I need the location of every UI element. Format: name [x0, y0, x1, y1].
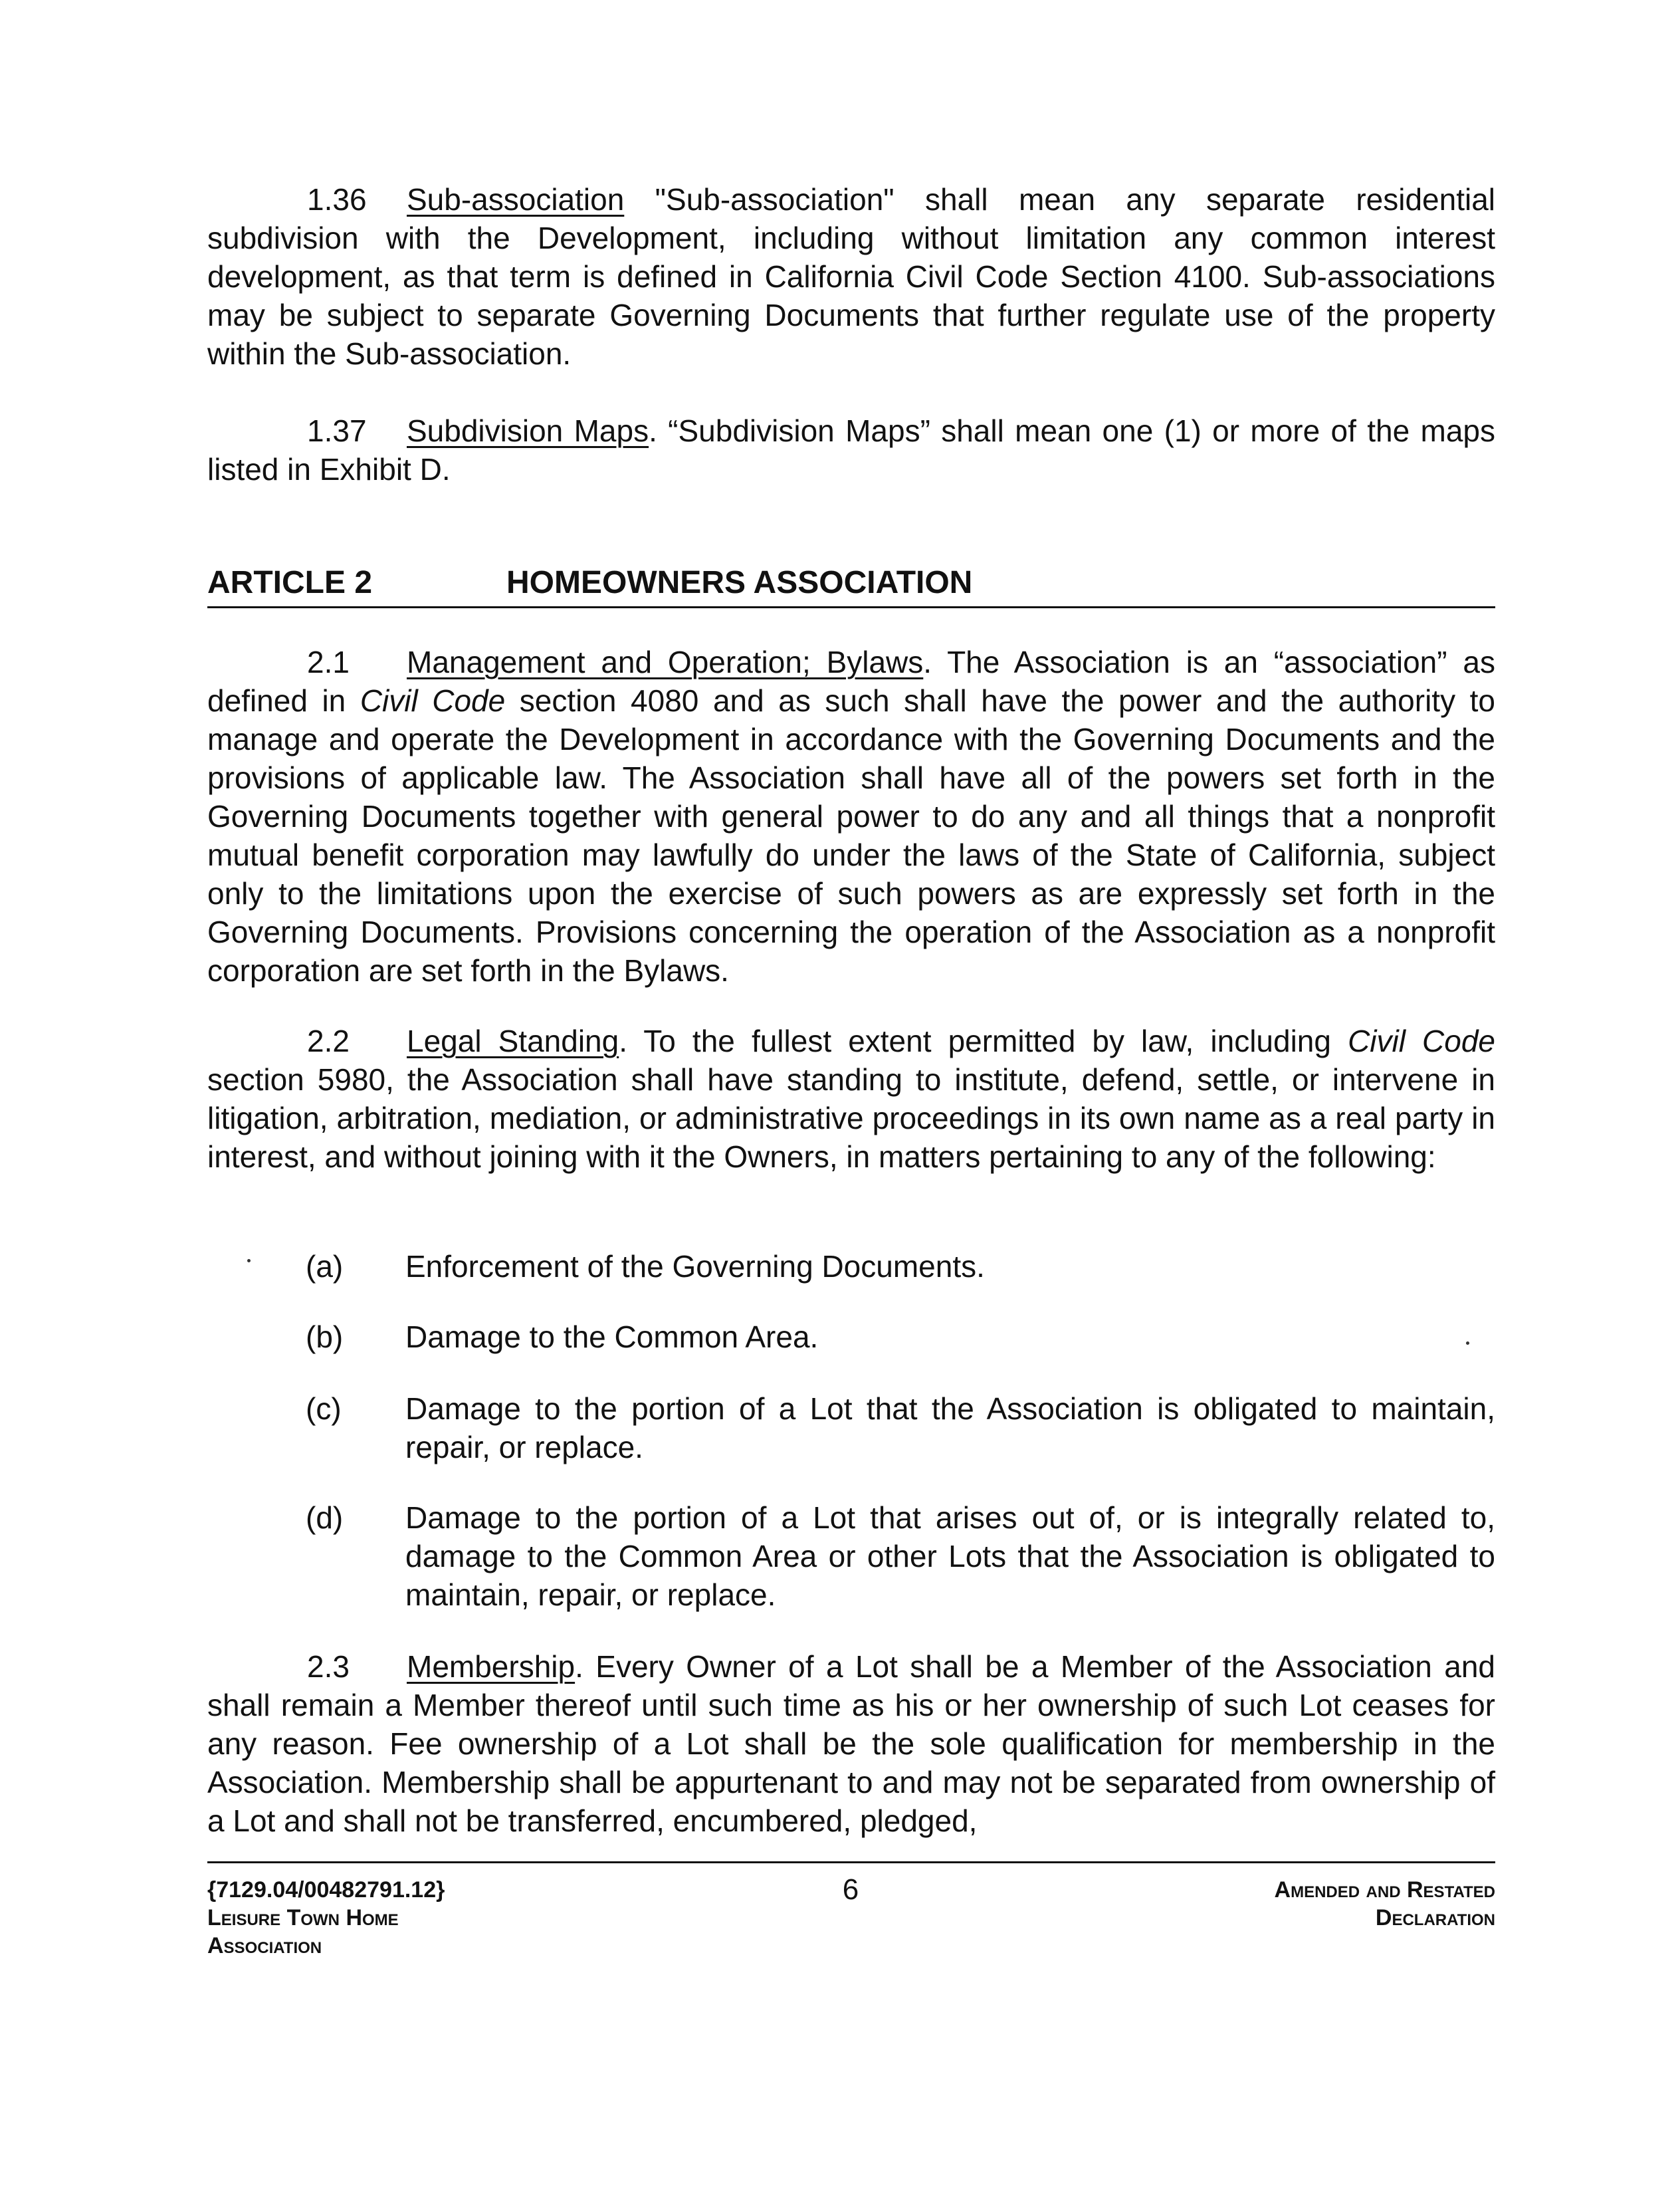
section-2-2: [207, 1022, 1495, 1176]
list-item-letter: (c): [306, 1391, 342, 1426]
section-2-3: [207, 1647, 1495, 1840]
footer-doc-title-line2: Declaration: [1375, 1905, 1495, 1930]
section-number: 1.36: [307, 182, 367, 217]
section-text: section 4080 and as such shall have the power and the authority to manage and operate the Development in accordance with the Governing Documents and the provisions of applicable law. The Association shall have all of the powers set forth in the Governing Documents together with general power to do any and all things that a nonprofit mutual benefit corporation may lawfully do under the laws of the State of California, subject only to the limitations upon the exercise of such powers as are expressly set forth in the Governing Documents. Provisions concerning the operation of the Association as a nonprofit corporation are set forth in the Bylaws.: [207, 683, 1495, 988]
section-heading: Membership: [407, 1649, 576, 1684]
section-2-1: [207, 643, 1495, 990]
section-number: 2.1: [307, 645, 350, 679]
list-item-text: Damage to the portion of a Lot that arises out of, or is integrally related to, damage to the Common Area or other Lots that the Association is obligated to maintain, repair, or replace.: [405, 1500, 1495, 1612]
section-heading: Sub-association: [407, 182, 625, 217]
section-heading: Management and Operation; Bylaws: [407, 645, 924, 679]
footer-left: [207, 1876, 739, 1960]
section-italic: Civil Code: [360, 683, 506, 718]
section-text: . Every Owner of a Lot shall be a Member of the Association and shall remain a Member thereof until such time as his or her ownership of such Lot ceases for any reason. Fee ownership of a Lot shall be the sole qualification for membership in the Association. Membership shall be appurtenant to and may not be separated from ownership of a Lot and shall not be transferred, encumbered, pledged,: [207, 1649, 1495, 1838]
footer-right: [1030, 1876, 1495, 1932]
section-number: 2.2: [307, 1024, 350, 1058]
section-heading: Subdivision Maps: [407, 413, 649, 448]
section-heading: Legal Standing: [407, 1024, 619, 1058]
section-text: . The Association is an “association” as defined in: [207, 645, 1495, 718]
article-label: ARTICLE 2: [207, 565, 373, 600]
section-number: 2.3: [307, 1649, 350, 1684]
section-1-36: [207, 180, 1495, 373]
list-item-letter: (b): [306, 1320, 344, 1354]
page-number: 6: [842, 1873, 859, 1906]
list-item-letter: (a): [306, 1249, 344, 1284]
footer-association-line2: Association: [207, 1933, 322, 1958]
footer-doc-title-line1: Amended and Restated: [1274, 1877, 1495, 1903]
article-heading: [207, 564, 1495, 608]
footer-rule: [207, 1861, 1495, 1863]
section-text: . “Subdivision Maps” shall mean one (1) or more of the maps listed in Exhibit D.: [207, 413, 1495, 487]
section-italic: Civil Code: [1348, 1024, 1495, 1058]
scan-speck: [247, 1259, 251, 1262]
list-item-text: Damage to the Common Area.: [405, 1320, 819, 1354]
footer-association-line1: Leisure Town Home: [207, 1905, 399, 1930]
scan-speck: [1466, 1341, 1469, 1345]
section-text: section 5980, the Association shall have standing to institute, defend, settle, or intervene in litigation, arbitration, mediation, or administrative proceedings in its own name as a real party in interest, and without joining with it the Owners, in matters pertaining to any of the following:: [207, 1062, 1495, 1174]
article-title: HOMEOWNERS ASSOCIATION: [506, 565, 973, 600]
list-item-letter: (d): [306, 1500, 344, 1535]
section-1-37: [207, 411, 1495, 489]
list-item-text: Damage to the portion of a Lot that the Association is obligated to maintain, repair, or replace.: [405, 1391, 1495, 1464]
section-text: "Sub-association" shall mean any separate residential subdivision with the Development, including without limitation any common interest development, as that term is defined in California Civil Code Section 4100. Sub-associations may be subject to separate Governing Documents that further regulate use of the property within the Sub-association.: [207, 182, 1495, 371]
list-item-text: Enforcement of the Governing Documents.: [405, 1249, 985, 1284]
section-number: 1.37: [307, 413, 367, 448]
section-text: . To the fullest extent permitted by law, including: [619, 1024, 1348, 1058]
footer-doc-id: {7129.04/00482791.12}: [207, 1877, 445, 1903]
